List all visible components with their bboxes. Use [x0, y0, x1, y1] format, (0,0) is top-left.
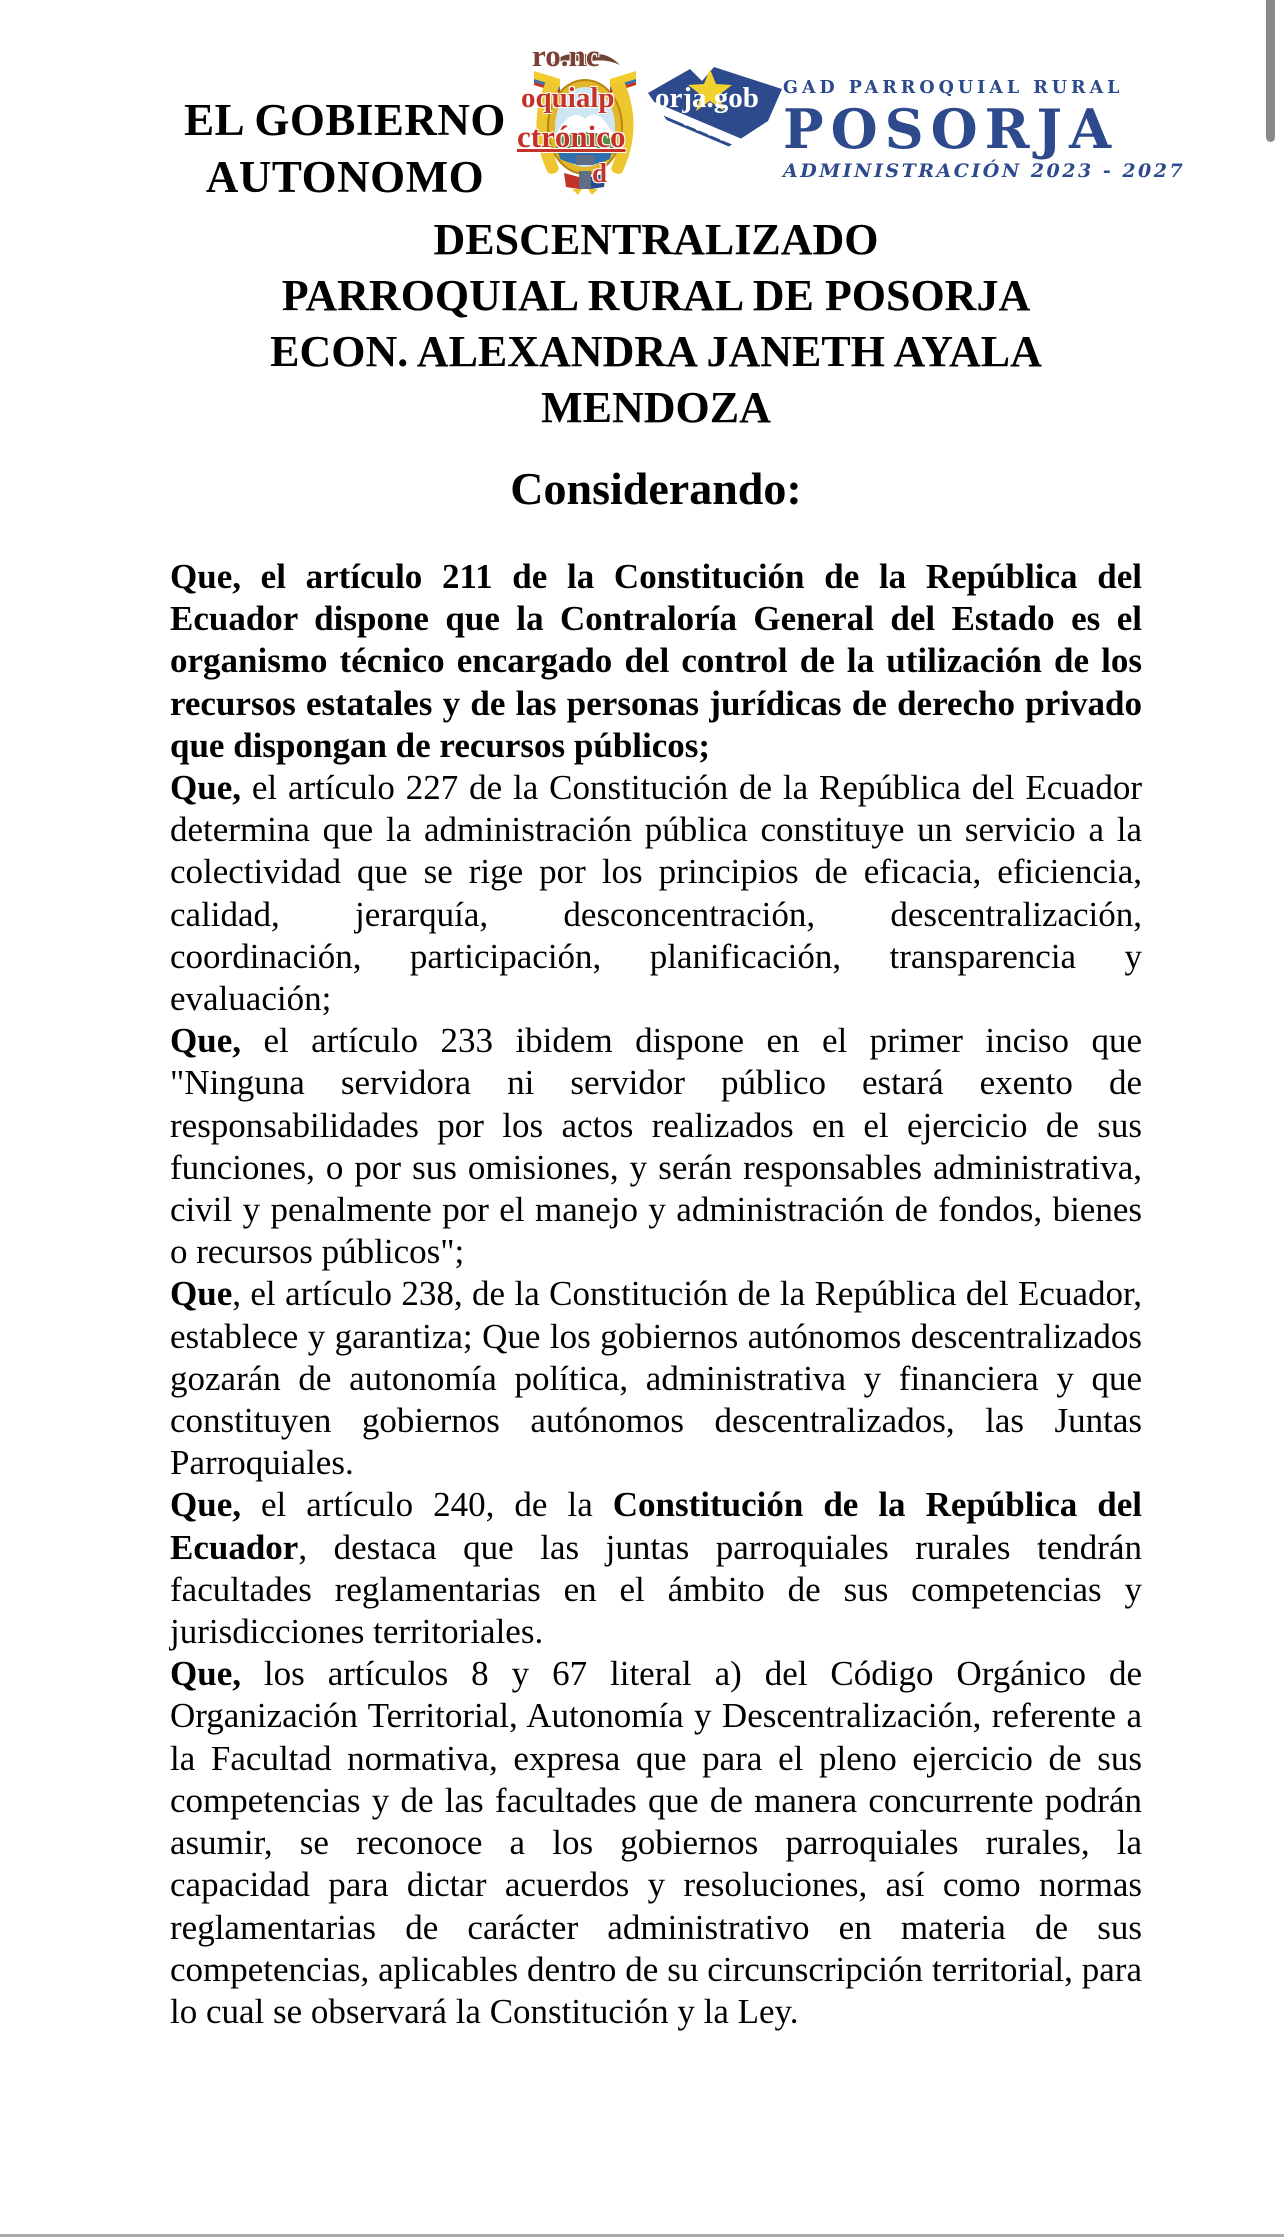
page-bottom-divider — [0, 2234, 1284, 2237]
watermark-fragment-bottom: ctrónico — [517, 119, 626, 154]
document-body — [170, 556, 1142, 2033]
scrollbar-thumb[interactable] — [1266, 0, 1275, 142]
logo-name: POSORJA — [783, 97, 1119, 161]
paragraph: Que, el artículo 233 ibidem dispone en el primer inciso que "Ninguna servidora ni servidor público estará exento de responsabilidades por los actos realizados en el ejercicio de sus funciones, o por sus omisiones, y serán responsables administrativa, civil y penalmente por el manejo y administración de fondos, bienes o recursos públicos"; — [170, 1021, 1142, 1272]
section-heading: Considerando: — [510, 463, 802, 514]
org-title-line-4: PARROQUIAL RURAL DE POSORJA — [281, 271, 1031, 320]
watermark-fragment-d: d — [592, 158, 608, 188]
posorja-logo — [783, 78, 1186, 182]
paragraph: Que, el artículo 238, de la Constitución de la República del Ecuador, establece y garantiza; Que los gobiernos autónomos descentralizados gozarán de autonomía política, administrativa y financiera y que constituyen gobiernos autónomos descentralizados, las Juntas Parroquiales. — [170, 1274, 1142, 1483]
watermark-fragment-mid-white: orja.gob — [655, 82, 759, 114]
logo-gad-line: GAD PARROQUIAL RURAL — [783, 78, 1124, 98]
logo-admin-line: ADMINISTRACIÓN 2023 - 2027 — [783, 160, 1186, 182]
org-title-line-2: AUTONOMO — [205, 152, 485, 202]
watermark-fragment-top: ro.nc — [532, 38, 600, 73]
paragraph: Que, el artículo 227 de la Constitución de la República del Ecuador determina que la administración pública constituye un servicio a la colectividad que se rige por los principios de eficacia, eficiencia, calidad, jerarquía, desconcentración, descentralización, coordinación, participación, planificación, transparencia y evaluación; — [170, 768, 1142, 1019]
org-title-line-1: EL GOBIERNO — [184, 95, 506, 145]
watermark-fragment-mid-red: oquialp — [521, 82, 615, 114]
paragraph: Que, el artículo 240, de la Constitución de la República del Ecuador, destaca que las juntas parroquiales rurales tendrán facultades reglamentarias en el ámbito de sus competencias y jurisdicciones territoriales. — [170, 1485, 1142, 1652]
org-title-block — [115, 92, 575, 206]
paragraph: Que, el artículo 211 de la Constitución de la República del Ecuador dispone que la Contraloría General del Estado es el organismo técnico encargado del control de la utilización de los recursos estatales y de las personas jurídicas de derecho privado que dispongan de recursos públicos; — [170, 557, 1142, 765]
org-title-line-5: ECON. ALEXANDRA JANETH AYALA — [270, 327, 1042, 376]
org-title-line-3: DESCENTRALIZADO — [433, 215, 879, 264]
org-title-line-6: MENDOZA — [541, 383, 771, 432]
paragraph: Que, los artículos 8 y 67 literal a) del Código Orgánico de Organización Territorial, Autonomía y Descentralización, referente a la Facultad normativa, expresa que para el pleno ejercicio de sus competencias y de las facultades que de manera concurrente podrán asumir, se reconoce a los gobiernos parroquiales rurales, la capacidad para dictar acuerdos y resoluciones, así como normas reglamentarias de carácter administrativo en materia de sus competencias, aplicables dentro de su circunscripción territorial, para lo cual se observará la Constitución y la Ley. — [170, 1654, 1142, 2031]
org-title-continued — [170, 212, 1142, 436]
